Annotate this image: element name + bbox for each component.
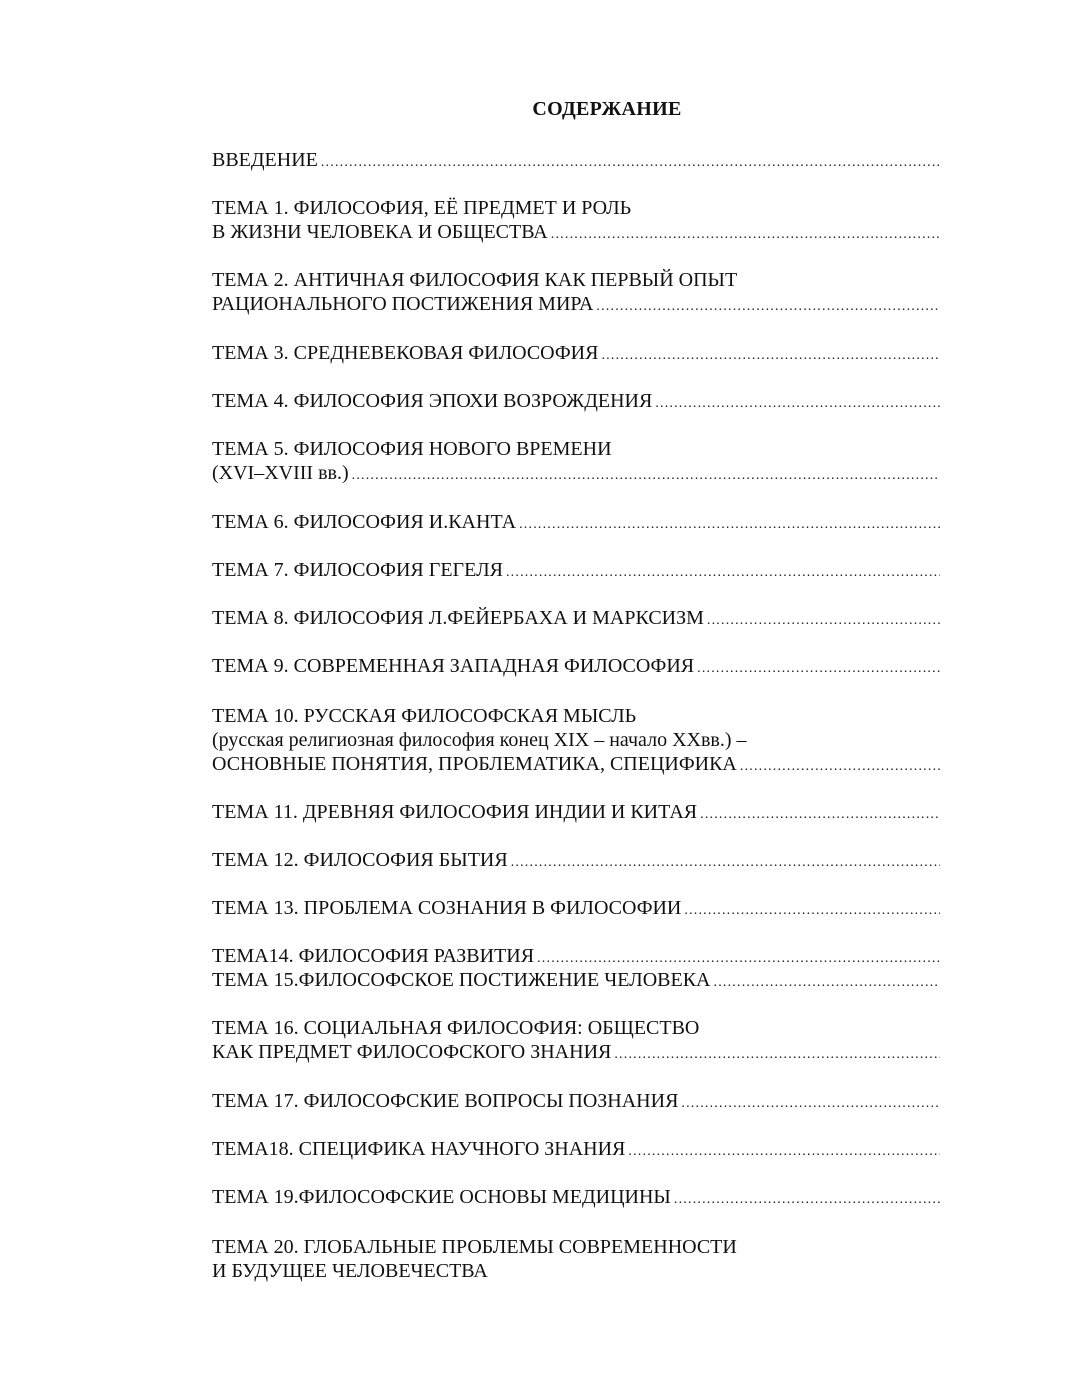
toc-entry-line [212, 148, 940, 172]
dot-leader [700, 803, 940, 827]
toc-entry-text: ТЕМА 19.ФИЛОСОФСКИЕ ОСНОВЫ МЕДИЦИНЫ [212, 1186, 671, 1208]
toc-entry[interactable] [212, 800, 940, 824]
toc-entry[interactable] [212, 1089, 940, 1113]
toc-entry-line [212, 1137, 940, 1161]
toc-entry[interactable] [212, 1016, 940, 1064]
toc-entry[interactable] [212, 1185, 940, 1209]
dot-leader [596, 295, 940, 319]
toc-entry[interactable] [212, 437, 940, 485]
toc-entry[interactable] [212, 654, 940, 678]
toc-entry-line [212, 752, 940, 776]
toc-entry-line [212, 1185, 940, 1209]
toc-entry-line [212, 341, 940, 365]
toc-entry[interactable] [212, 1235, 940, 1283]
toc-entry-line [212, 800, 940, 824]
dot-leader [681, 1092, 940, 1116]
dot-leader [697, 657, 940, 681]
toc-entry-line [212, 1259, 940, 1283]
toc-entry-line [212, 196, 940, 220]
toc-entry-line [212, 389, 940, 413]
toc-entry-line [212, 654, 940, 678]
toc-entry-text: ТЕМА 20. ГЛОБАЛЬНЫЕ ПРОБЛЕМЫ СОВРЕМЕННОСТИ [212, 1236, 737, 1258]
toc-entry-text: ТЕМА 16. СОЦИАЛЬНАЯ ФИЛОСОФИЯ: ОБЩЕСТВО [212, 1017, 700, 1039]
toc-entry-text: ТЕМА18. СПЕЦИФИКА НАУЧНОГО ЗНАНИЯ [212, 1138, 626, 1160]
toc-entry[interactable] [212, 389, 940, 413]
toc-entry[interactable] [212, 268, 940, 316]
toc-entry-line [212, 968, 940, 992]
dot-leader [674, 1188, 940, 1212]
dot-leader [321, 151, 940, 175]
toc-entry[interactable] [212, 341, 940, 365]
toc-entry-text: ВВЕДЕНИЕ [212, 149, 318, 171]
toc-entry[interactable] [212, 606, 940, 630]
dot-leader [352, 464, 940, 488]
toc-entry-line [212, 558, 940, 582]
toc-entry-line [212, 1089, 940, 1113]
toc-entry-line [212, 728, 940, 752]
toc-entry-text: ТЕМА 1. ФИЛОСОФИЯ, ЕЁ ПРЕДМЕТ И РОЛЬ [212, 197, 632, 219]
toc-entry-text: ТЕМА 8. ФИЛОСОФИЯ Л.ФЕЙЕРБАХА И МАРКСИЗМ [212, 607, 704, 629]
toc-entry-text: ТЕМА 4. ФИЛОСОФИЯ ЭПОХИ ВОЗРОЖДЕНИЯ [212, 390, 653, 412]
toc-entry[interactable] [212, 896, 940, 920]
toc-entry-text: (XVI–XVIII вв.) [212, 462, 349, 484]
toc-entry-text: (русская религиозная философия конец XIX – начало XXвв.) – [212, 729, 747, 751]
toc-entry-text: ТЕМА 17. ФИЛОСОФСКИЕ ВОПРОСЫ ПОЗНАНИЯ [212, 1090, 679, 1112]
toc-entry-text: В ЖИЗНИ ЧЕЛОВЕКА И ОБЩЕСТВА [212, 221, 548, 243]
toc-entry-line [212, 510, 940, 534]
toc-entry-line [212, 848, 940, 872]
toc-entry-text: КАК ПРЕДМЕТ ФИЛОСОФСКОГО ЗНАНИЯ [212, 1041, 612, 1063]
toc-entry-text: ТЕМА 10. РУССКАЯ ФИЛОСОФСКАЯ МЫСЛЬ [212, 705, 637, 727]
toc-entry[interactable] [212, 510, 940, 534]
toc-entry-line [212, 268, 940, 292]
toc-entry-line [212, 1235, 940, 1259]
toc-entry-line [212, 437, 940, 461]
dot-leader [614, 1043, 940, 1067]
toc-entry-text: ТЕМА 2. АНТИЧНАЯ ФИЛОСОФИЯ КАК ПЕРВЫЙ ОПЫТ [212, 269, 738, 291]
toc-entry-line [212, 606, 940, 630]
toc-entry-text: РАЦИОНАЛЬНОГО ПОСТИЖЕНИЯ МИРА [212, 293, 594, 315]
toc-entry-line [212, 704, 940, 728]
toc-entry-text: ОСНОВНЫЕ ПОНЯТИЯ, ПРОБЛЕМАТИКА, СПЕЦИФИКА [212, 753, 737, 775]
toc-entry-text: ТЕМА14. ФИЛОСОФИЯ РАЗВИТИЯ [212, 945, 535, 967]
toc-entry-text: ТЕМА 7. ФИЛОСОФИЯ ГЕГЕЛЯ [212, 559, 503, 581]
dot-leader [628, 1140, 940, 1164]
toc-entry-line [212, 461, 940, 485]
toc-entry[interactable] [212, 558, 940, 582]
toc-entry[interactable] [212, 848, 940, 872]
toc-entry-text: ТЕМА 11. ДРЕВНЯЯ ФИЛОСОФИЯ ИНДИИ И КИТАЯ [212, 801, 698, 823]
dot-leader [714, 971, 941, 995]
dot-leader [655, 392, 940, 416]
toc-entry-line [212, 292, 940, 316]
toc-entry[interactable] [212, 196, 940, 244]
dot-leader [684, 899, 940, 923]
toc-entry-text: ТЕМА 6. ФИЛОСОФИЯ И.КАНТА [212, 511, 517, 533]
dot-leader [519, 513, 940, 537]
dot-leader [740, 755, 940, 779]
page-title: СОДЕРЖАНИЕ [532, 98, 682, 120]
dot-leader [551, 223, 940, 247]
toc-entry-line [212, 944, 940, 968]
dot-leader [707, 609, 940, 633]
toc-entry-text: ТЕМА 3. СРЕДНЕВЕКОВАЯ ФИЛОСОФИЯ [212, 342, 599, 364]
toc-entry-text: ТЕМА 15.ФИЛОСОФСКОЕ ПОСТИЖЕНИЕ ЧЕЛОВЕКА [212, 969, 711, 991]
toc-entry-line [212, 896, 940, 920]
dot-leader [601, 344, 940, 368]
toc-entry-line [212, 1040, 940, 1064]
toc-entry-text: ТЕМА 13. ПРОБЛЕМА СОЗНАНИЯ В ФИЛОСОФИИ [212, 897, 682, 919]
toc-entry[interactable] [212, 148, 940, 172]
toc-entry-text: ТЕМА 9. СОВРЕМЕННАЯ ЗАПАДНАЯ ФИЛОСОФИЯ [212, 655, 695, 677]
dot-leader [511, 851, 940, 875]
toc-entry[interactable] [212, 704, 940, 776]
toc-entry-text: И БУДУЩЕЕ ЧЕЛОВЕЧЕСТВА [212, 1260, 488, 1282]
dot-leader [506, 561, 940, 585]
toc-entry-line [212, 1016, 940, 1040]
toc-entry-text: ТЕМА 5. ФИЛОСОФИЯ НОВОГО ВРЕМЕНИ [212, 438, 612, 460]
toc-entry[interactable] [212, 1137, 940, 1161]
toc-entry-text: ТЕМА 12. ФИЛОСОФИЯ БЫТИЯ [212, 849, 508, 871]
toc-entry[interactable] [212, 944, 940, 992]
toc-entry-line [212, 220, 940, 244]
